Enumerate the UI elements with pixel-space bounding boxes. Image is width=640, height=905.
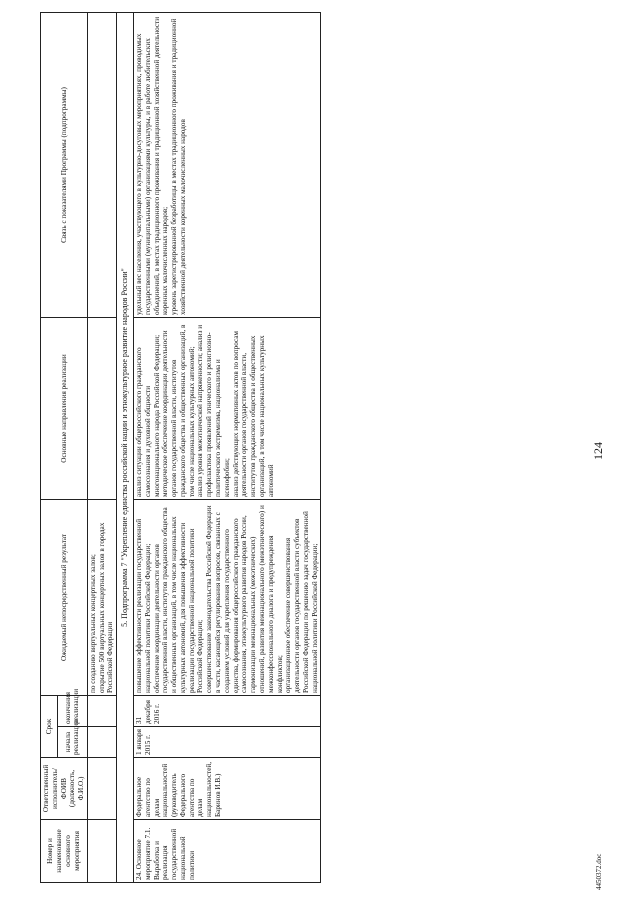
header-term-end: окончания реализации	[58, 695, 88, 726]
header-expected-result: Ожидаемый непосредственный результат	[41, 499, 88, 695]
header-main-directions: Основные направления реализации	[41, 317, 88, 499]
row-responsible: Федеральное агентство по делам национальностей (руководитель Федерального агентства по делам национальностей, Баринов И.В.)	[134, 758, 321, 820]
row-number: 24.	[135, 871, 143, 880]
continuation-row	[87, 12, 116, 882]
header-num-name: Номер и наименование основного мероприятия	[41, 820, 88, 883]
page-number: 124	[591, 442, 605, 460]
program-table	[40, 12, 321, 883]
header-term: Срок	[41, 695, 58, 757]
row-name: Основное мероприятие 7.1. Выработка и реализация государственной национальной политики	[135, 827, 196, 880]
header-link-indicators: Связь с показателями Программы (подпрограммы)	[41, 12, 88, 317]
row-result: повышение эффективности реализации государственной национальной политики Российской Федерации; обеспечение координации деятельности органов государственной власти, институтов гражданского общества и общественных организаций, в том числе национальных культурных автономий, для повышения эффективности реализации государственной национальной политики Российской Федерации; совершенствование законодательства Российской Федерации в части, касающейся регулирования вопросов, связанных с созданием условий для укрепления государственного единства, формирования общероссийского гражданского самосознания, этнокультурного развития народов России, гармонизации межнациональных (межэтнических) отношений, развития межнационального (межэтнического) и межконфессионального диалога и предупреждения конфликтов; организационное обеспечение совершенствования деятельности органов государственной власти субъектов Российской Федерации по решению задач государственной национальной политики Российской Федерации;	[134, 499, 321, 695]
header-row	[41, 12, 58, 882]
section-title: 5. Подпрограмма 7 "Укрепление единства российской нации и этнокультурное развитие народов России"	[117, 12, 134, 882]
row-indicators: удельный вес населения, участвующего в культурно-досуговых мероприятиях, проводимых государственными (муниципальными) организациями культуры, и в работе любительских объединений, в местах традиционного проживания и традиционной хозяйственной деятельности коренных малочисленных народов; уровень зарегистрированной безработицы в местах традиционного проживания и традиционной хозяйственной деятельности коренных малочисленных народов	[134, 12, 321, 317]
table-row	[134, 12, 321, 882]
row-directions: анализ ситуации общероссийского гражданского самосознания и духовной общности многонационального народа Российской Федерации; методическое обеспечение координации деятельности органов государственной власти, институтов гражданского общества и общественных организаций, в том числе национальных культурных автономий; анализ уровня межэтнической напряженности; анализ и профилактика проявлений этнического и религиозно-политического экстремизма, национализма и ксенофобии; анализ действующих нормативных актов по вопросам деятельности органов государственной власти, институтов гражданского общества и общественных организаций, в том числе национальных культурных автономий	[134, 317, 321, 499]
continuation-text: по созданию виртуальных концертных залов; открытие 500 виртуальных концертных залов в городах Российской Федерации	[87, 499, 116, 695]
row-start: 1 января 2015 г.	[134, 727, 321, 758]
doc-id: 4450372.doc	[595, 853, 603, 890]
row-end: 31 декабря 2016 г.	[134, 695, 321, 726]
row-num-name-cell	[134, 820, 321, 883]
header-responsible: Ответственный исполнитель/ ФОИВ (должность, Ф.И.О.)	[41, 758, 88, 820]
section-row	[117, 12, 134, 882]
header-term-start: начала реализации	[58, 727, 88, 758]
